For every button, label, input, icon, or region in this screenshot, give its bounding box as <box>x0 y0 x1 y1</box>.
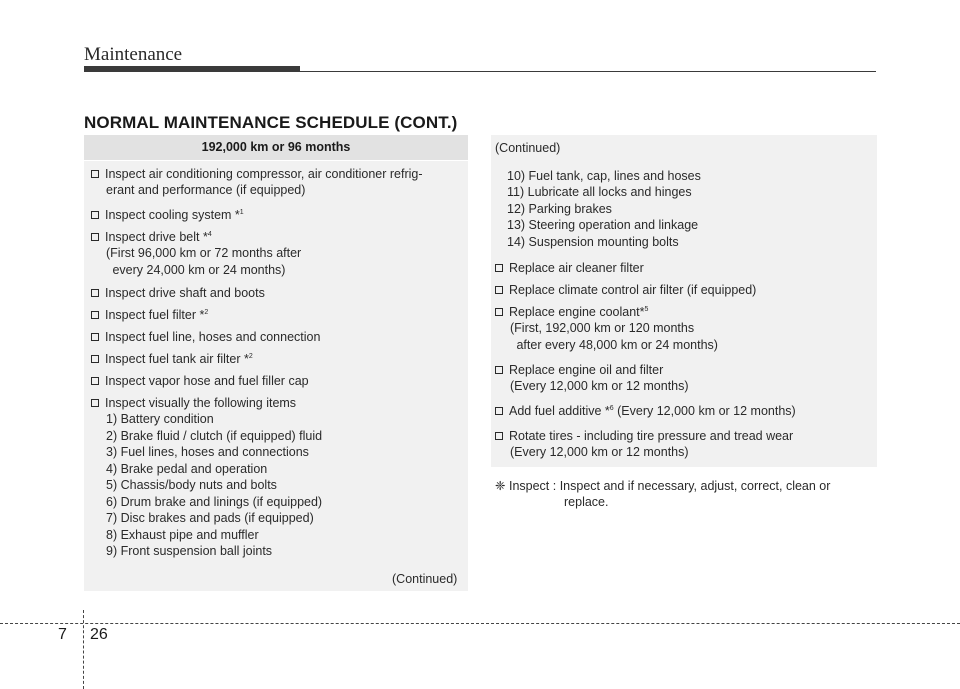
right-item-coolant-cont-2: after every 48,000 km or 24 months) <box>513 338 718 352</box>
header-bar <box>84 66 300 72</box>
left-visual-6: 6) Drum brake and linings (if equipped) <box>106 495 323 509</box>
right-item-rotate-tires-cont: (Every 12,000 km or 12 months) <box>510 445 689 459</box>
left-item-drive-belt-cont-1: (First 96,000 km or 72 months after <box>106 246 302 260</box>
right-numbered-10: 10) Fuel tank, cap, lines and hoses <box>507 169 701 183</box>
left-visual-4: 4) Brake pedal and operation <box>106 462 268 476</box>
header-rule <box>300 71 876 72</box>
section-title: NORMAL MAINTENANCE SCHEDULE (CONT.) <box>84 113 458 132</box>
left-panel-heading <box>84 135 468 161</box>
right-numbered-14: 14) Suspension mounting bolts <box>507 235 679 249</box>
page-number: 26 <box>90 626 108 643</box>
left-visual-9: 9) Front suspension ball joints <box>106 544 273 558</box>
right-continued: (Continued) <box>495 141 561 155</box>
left-item-drive-belt-cont-2: every 24,000 km or 24 months) <box>109 263 286 277</box>
right-item-engine-oil-cont: (Every 12,000 km or 12 months) <box>510 379 689 393</box>
note-line-2: replace. <box>564 495 609 509</box>
left-item-cooling: Inspect cooling system *$^1$ <box>91 207 244 224</box>
right-numbered-13: 13) Steering operation and linkage <box>507 218 699 232</box>
left-panel-heading-text: 192,000 km or 96 months <box>201 140 351 154</box>
left-item-fuel-tank-air: Inspect fuel tank air filter *$^2$ <box>91 351 253 368</box>
right-item-coolant-cont-1: (First, 192,000 km or 120 months <box>510 321 695 335</box>
left-item-drive-belt: Inspect drive belt *$^4$ <box>91 229 212 246</box>
right-item-air-cleaner: Replace air cleaner filter <box>495 260 644 277</box>
left-visual-1: 1) Battery condition <box>106 412 214 426</box>
left-item-ac-cont: erant and performance (if equipped) <box>106 183 306 197</box>
chapter-number: 7 <box>58 626 67 643</box>
right-item-climate-filter: Replace climate control air filter (if equipped) <box>495 282 756 299</box>
header-title: Maintenance <box>84 44 183 65</box>
left-visual-7: 7) Disc brakes and pads (if equipped) <box>106 511 314 525</box>
right-numbered-11: 11) Lubricate all locks and hinges <box>507 185 692 199</box>
left-visual-5: 5) Chassis/body nuts and bolts <box>106 478 277 492</box>
left-continued: (Continued) <box>392 572 458 586</box>
left-item-fuel-line: Inspect fuel line, hoses and connection <box>91 329 320 346</box>
right-numbered-12: 12) Parking brakes <box>507 202 612 216</box>
left-visual-8: 8) Exhaust pipe and muffler <box>106 528 259 542</box>
note-line-1: ❈ Inspect : Inspect and if necessary, adjust, correct, clean or <box>495 479 831 493</box>
footer-rule <box>0 623 960 624</box>
note-symbol-icon: ❈ <box>495 479 506 493</box>
right-item-coolant: Replace engine coolant*$^5$ <box>495 304 648 321</box>
right-item-engine-oil: Replace engine oil and filter <box>495 362 663 379</box>
left-item-drive-shaft: Inspect drive shaft and boots <box>91 285 265 302</box>
footer-divider <box>83 610 84 689</box>
left-item-visual: Inspect visually the following items <box>91 395 296 412</box>
left-item-ac: Inspect air conditioning compressor, air conditioner refrig- <box>91 166 423 183</box>
left-visual-3: 3) Fuel lines, hoses and connections <box>106 445 309 459</box>
right-item-fuel-additive: Add fuel additive *$^6$ (Every 12,000 km or 12 months) <box>495 403 796 420</box>
left-item-vapor-hose: Inspect vapor hose and fuel filler cap <box>91 373 309 390</box>
left-item-fuel-filter: Inspect fuel filter *$^2$ <box>91 307 208 324</box>
left-visual-2: 2) Brake fluid / clutch (if equipped) fluid <box>106 429 323 443</box>
right-item-rotate-tires: Rotate tires - including tire pressure and tread wear <box>495 428 793 445</box>
